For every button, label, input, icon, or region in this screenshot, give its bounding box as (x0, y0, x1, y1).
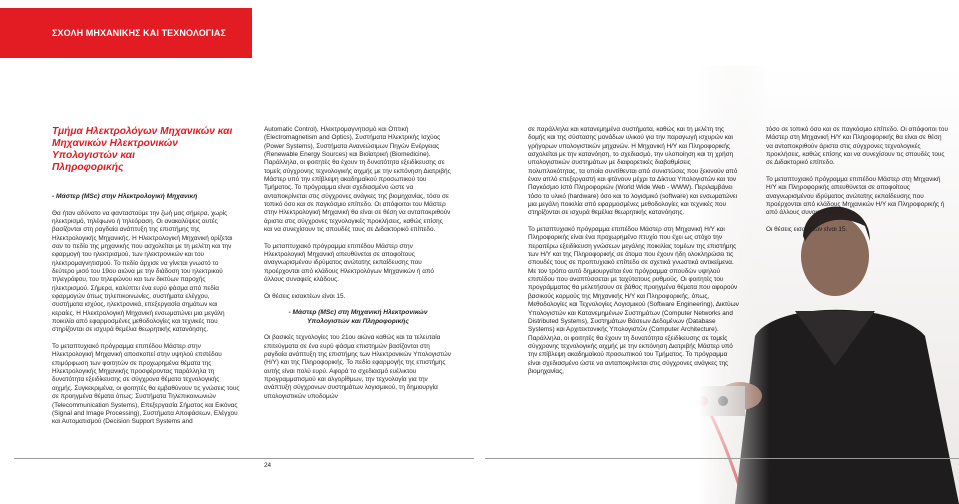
subheading-line: Υπολογιστών και Πληροφορικής (307, 317, 409, 325)
paragraph: Οι θέσεις εισακτέων είναι 15. (264, 292, 346, 300)
header-title: ΣΧΟΛΗ ΜΗΧΑΝΙΚΗΣ ΚΑΙ ΤΕΧΝΟΛΟΓΙΑΣ (52, 28, 226, 38)
paragraph: Θα ήταν αδύνατο να φανταστούμε την ζωή μας σήμερα, χωρίς ηλεκτρισμό, τηλέφωνο ή τηλεόραση. Οι ανακαλύψεις αυτές βασίζονται στη ραγδαία ανάπτυξη της επιστήμης της Ηλεκτρολογικής Μηχανικής. Η Ηλεκτρολογική Μηχανική ορίζεται σαν το πεδίο της μηχανικής που ασχολείται με τη μελέτη και την εφαρμογή του ηλεκτρισμού, των ηλεκτρονικών και του ηλεκτρομαγνητισμού. Το πεδίο άρχισε να γίνεται γνωστό το δεύτερο μισό του 19ου αιώνα με την διάδοση του ηλεκτρικού τηλεγράφου, του τηλεφώνου και των δικτύων παροχής ηλεκτρισμού. Σήμερα, καλύπτει ένα ευρύ φάσμα από πεδία εφαρμογών όπως τηλεπικοινωνίες, συστήματα ελέγχου, συστήματα ισχύος, ηλεκτρονικά, επεξεργασία σημάτων και κεραίες. Η Ηλεκτρολογική Μηχανική ενσωματώνει μια μεγάλη ποικιλία από εφαρμοσμένες μεθοδολογίες και τεχνικές που στηρίζονται σε ισχυρά θεμέλια θεωρητικής κατανόησης. (52, 209, 233, 334)
page-number-right: 25 (768, 462, 776, 469)
text-column-4 (766, 126, 948, 234)
footer-rule-right (485, 458, 959, 459)
section-title-line: Πληροφορικής (52, 162, 124, 173)
paragraph: Το μεταπτυχιακό πρόγραμμα επιπέδου Μάστερ στη Μηχανική Η/Υ και Πληροφορικής απευθύνεται σε αποφοίτους αναγνωρισμένου ιδρύματος ανώτατης εκπαίδευσης που προέρχονται από κλάδους Μηχανικών Η/Υ και Πληροφορικής ή από άλλους συναφείς κλάδους. (766, 176, 945, 217)
paragraph: Automatic Control), Ηλεκτρομαγνητισμό και Οπτική (Electromagnetism and Optics), Συστήματα Ηλεκτρικής Ισχύος (Power Systems), Συστήματα Ανανεώσιμων Πηγών Ενέργειας (Renewable Energy Sources) και Βιοϊατρική (Biomedicine). Παράλληλα, οι φοιτητές θα έχουν τη δυνατότητα εξειδίκευσης σε τομείς σύγχρονης τεχνολογικής αιχμής με την εκπόνηση Διατριβής Μάστερ υπό την επίβλεψη ακαδημαϊκού προσωπικού του Τμήματος. Το πρόγραμμα είναι σχεδιασμένο ώστε να ανταποκρίνεται στις σύγχρονες ανάγκες της βιομηχανίας, τόσο σε τοπικό όσο και σε παγκόσμιο επίπεδο. Οι απόφοιτοι του Μάστερ στην Ηλεκτρολογική Μηχανική θα είναι σε θέση να ανταποκριθούν άριστα στις σύγχρονες τεχνολογικές προκλήσεις, καθώς επίσης και να συνεχίσουν τις σπουδές τους σε Διδακτορικό επίπεδο. (264, 126, 451, 234)
subheading-line: - Μάστερ (MSc) στη Μηχανική Ηλεκτρονικών (288, 309, 428, 317)
subheading-electrical-masters: - Μάστερ (MSc) στην Ηλεκτρολογική Μηχανική (52, 193, 198, 200)
paragraph: Το μεταπτυχιακό πρόγραμμα επιπέδου Μάστερ στην Ηλεκτρολογική Μηχανική απευθύνεται σε αποφοίτους αναγνωρισμένου ιδρύματος ανώτατης εκπαίδευσης που προέρχονται από κλάδους Ηλεκτρολόγων Μηχανικών ή από άλλους συναφείς κλάδους. (264, 242, 434, 284)
paragraph: Το μεταπτυχιακό πρόγραμμα επιπέδου Μάστερ στη Μηχανική Η/Υ και Πληροφορικής είναι ένα προχωρημένο πτυχίο που έχει ως στόχο την περαιτέρω εξειδίκευση γνώσεων μεγάλης ποικιλίας τομέων της επιστήμης των Η/Υ και της Πληροφορικής σε άτομα που έχουν ήδη ολοκληρώσει τις σπουδές τους σε προπτυχιακό επίπεδο σε σχετικά γνωστικά αντικείμενα. Με τον τρόπο αυτό δημιουργείται ένα πρόγραμμα σπουδών υψηλού επιπέδου που αναπτύσσεται με ταχύτατους ρυθμούς. Οι φοιτητές του προγράμματος θα μελετήσουν σε βάθος προηγμένα θέματα που αφορούν βασικούς κορμούς της Μηχανικής Η/Υ και Πληροφορικής, όπως, Μεθοδολογίες και Τεχνολογίες Λογισμικού (Software Engineering), Δικτύων Υπολογιστών και Κατανεμημένων Συστημάτων (Computer Networks and Distributed Systems), Συστημάτων Βάσεων Δεδομένων (Database Systems) και Αρχιτεκτονικής Υπολογιστών (Computer Architecture). Παράλληλα, οι φοιτητές θα έχουν τη δυνατότητα εξειδίκευσης σε τομείς σύγχρονης τεχνολογικής αιχμής με την εκπόνηση Διατριβής Μάστερ υπό την επίβλεψη ακαδημαϊκού προσωπικού του Τμήματος. Το πρόγραμμα είναι σχεδιασμένο ώστε να ανταποκρίνεται στις σύγχρονες ανάγκες της βιομηχανίας, (528, 226, 739, 375)
section-title (52, 126, 240, 174)
section-title-line: Τμήμα Ηλεκτρολόγων Μηχανικών και (52, 126, 233, 137)
subheading-computer-masters (264, 309, 452, 326)
paragraph: τόσο σε τοπικό όσο και σε παγκόσμιο επίπεδο. Οι απόφοιτοι του Μάστερ στη Μηχανική Η/Υ και Πληροφορικής θα είναι σε θέση να ανταποκριθούν άριστα στις σύγχρονες τεχνολογικές προκλήσεις, καθώς επίσης και να συνεχίσουν τις σπουδές τους σε Διδακτορικό επίπεδο. (766, 126, 948, 167)
text-column-2 (264, 126, 452, 401)
page-header (0, 0, 959, 66)
paragraph: Οι θέσεις εισακτέων είναι 15. (766, 226, 848, 234)
paragraph: Οι βασικές τεχνολογίες του 21ου αιώνα καθώς και τα τελευταία επιτεύγματα σε ένα ευρύ φάσμα επιστημών βασίζονται στη ραγδαία ανάπτυξη της επιστήμης των Ηλεκτρονικών Υπολογιστών (Η/Υ) και της Πληροφορικής. Το πεδίο εφαρμογής της επιστήμης αυτής είναι πολύ ευρύ. Αφορά το σχεδιασμό ευέλικτου προγραμματισμού και αλγορίθμων, την τεχνολογία για την ανάπτυξη σύγχρονων συστημάτων λογισμικού, τη δημιουργία υπολογιστικών υποδομών (264, 334, 451, 400)
paragraph: σε παράλληλα και κατανεμημένα συστήματα, καθώς και τη μελέτη της δομής και της σύστασης μονάδων υλικού για την παραγωγή ισχυρών και γρήγορων υπολογιστικών μηχανών. Η Μηχανική Η/Υ και Πληροφορικής ασχολείται με την κατανόηση, το σχεδιασμό, την υλοποίηση και τη χρήση υπολογιστικών συστημάτων με διαφορετικές διαβαθμίσεις πολυπλοκότητας, τα οποία συντίθενται από συνιστώσες που ξεκινούν από έναν απλό επεξεργαστή και φτάνουν μέχρι τα Δίκτυα Υπολογιστών και τον Παγκόσμιο Ιστό Πληροφοριών (World Wide Web - WWW). Περιλαμβάνει τόσο το υλικό (hardware) όσο και το λογισμικό (software) και ενσωματώνει μια μεγάλη ποικιλία από εφαρμοσμένες μεθοδολογίες και τεχνικές που στηρίζονται σε ισχυρά θεμέλια θεωρητικής κατανόησης. (528, 126, 738, 217)
section-title-line: Μηχανικών Ηλεκτρονικών Υπολογιστών και (52, 138, 178, 161)
text-column-1 (52, 126, 240, 427)
page-number-left: 24 (264, 462, 272, 469)
text-column-3 (528, 126, 740, 376)
paragraph: Το μεταπτυχιακό πρόγραμμα επιπέδου Μάστερ στην Ηλεκτρολογική Μηχανική αποσκοπεί στην υψηλού επιπέδου επιμόρφωση των φοιτητών σε προχωρημένα θέματα της Ηλεκτρολογικής Μηχανικής προσφέροντας παράλληλα τη δυνατότητα εξειδίκευσης σε σύγχρονα θέματα τεχνολογικής αιχμής. Συγκεκριμένα, οι φοιτητές θα εμβαθύνουν τις γνώσεις τους σε προηγμένα θέματα όπως: Συστήματα Τηλεπικοινωνιών (Telecommunication Systems), Επεξεργασία Σήματος και Εικόνας (Signal and Image Processing), Συστήματα Αποφάσεων, Ελέγχου και Αυτοματισμού (Decision Support Systems and (52, 343, 240, 426)
footer-rule-left (14, 458, 474, 459)
